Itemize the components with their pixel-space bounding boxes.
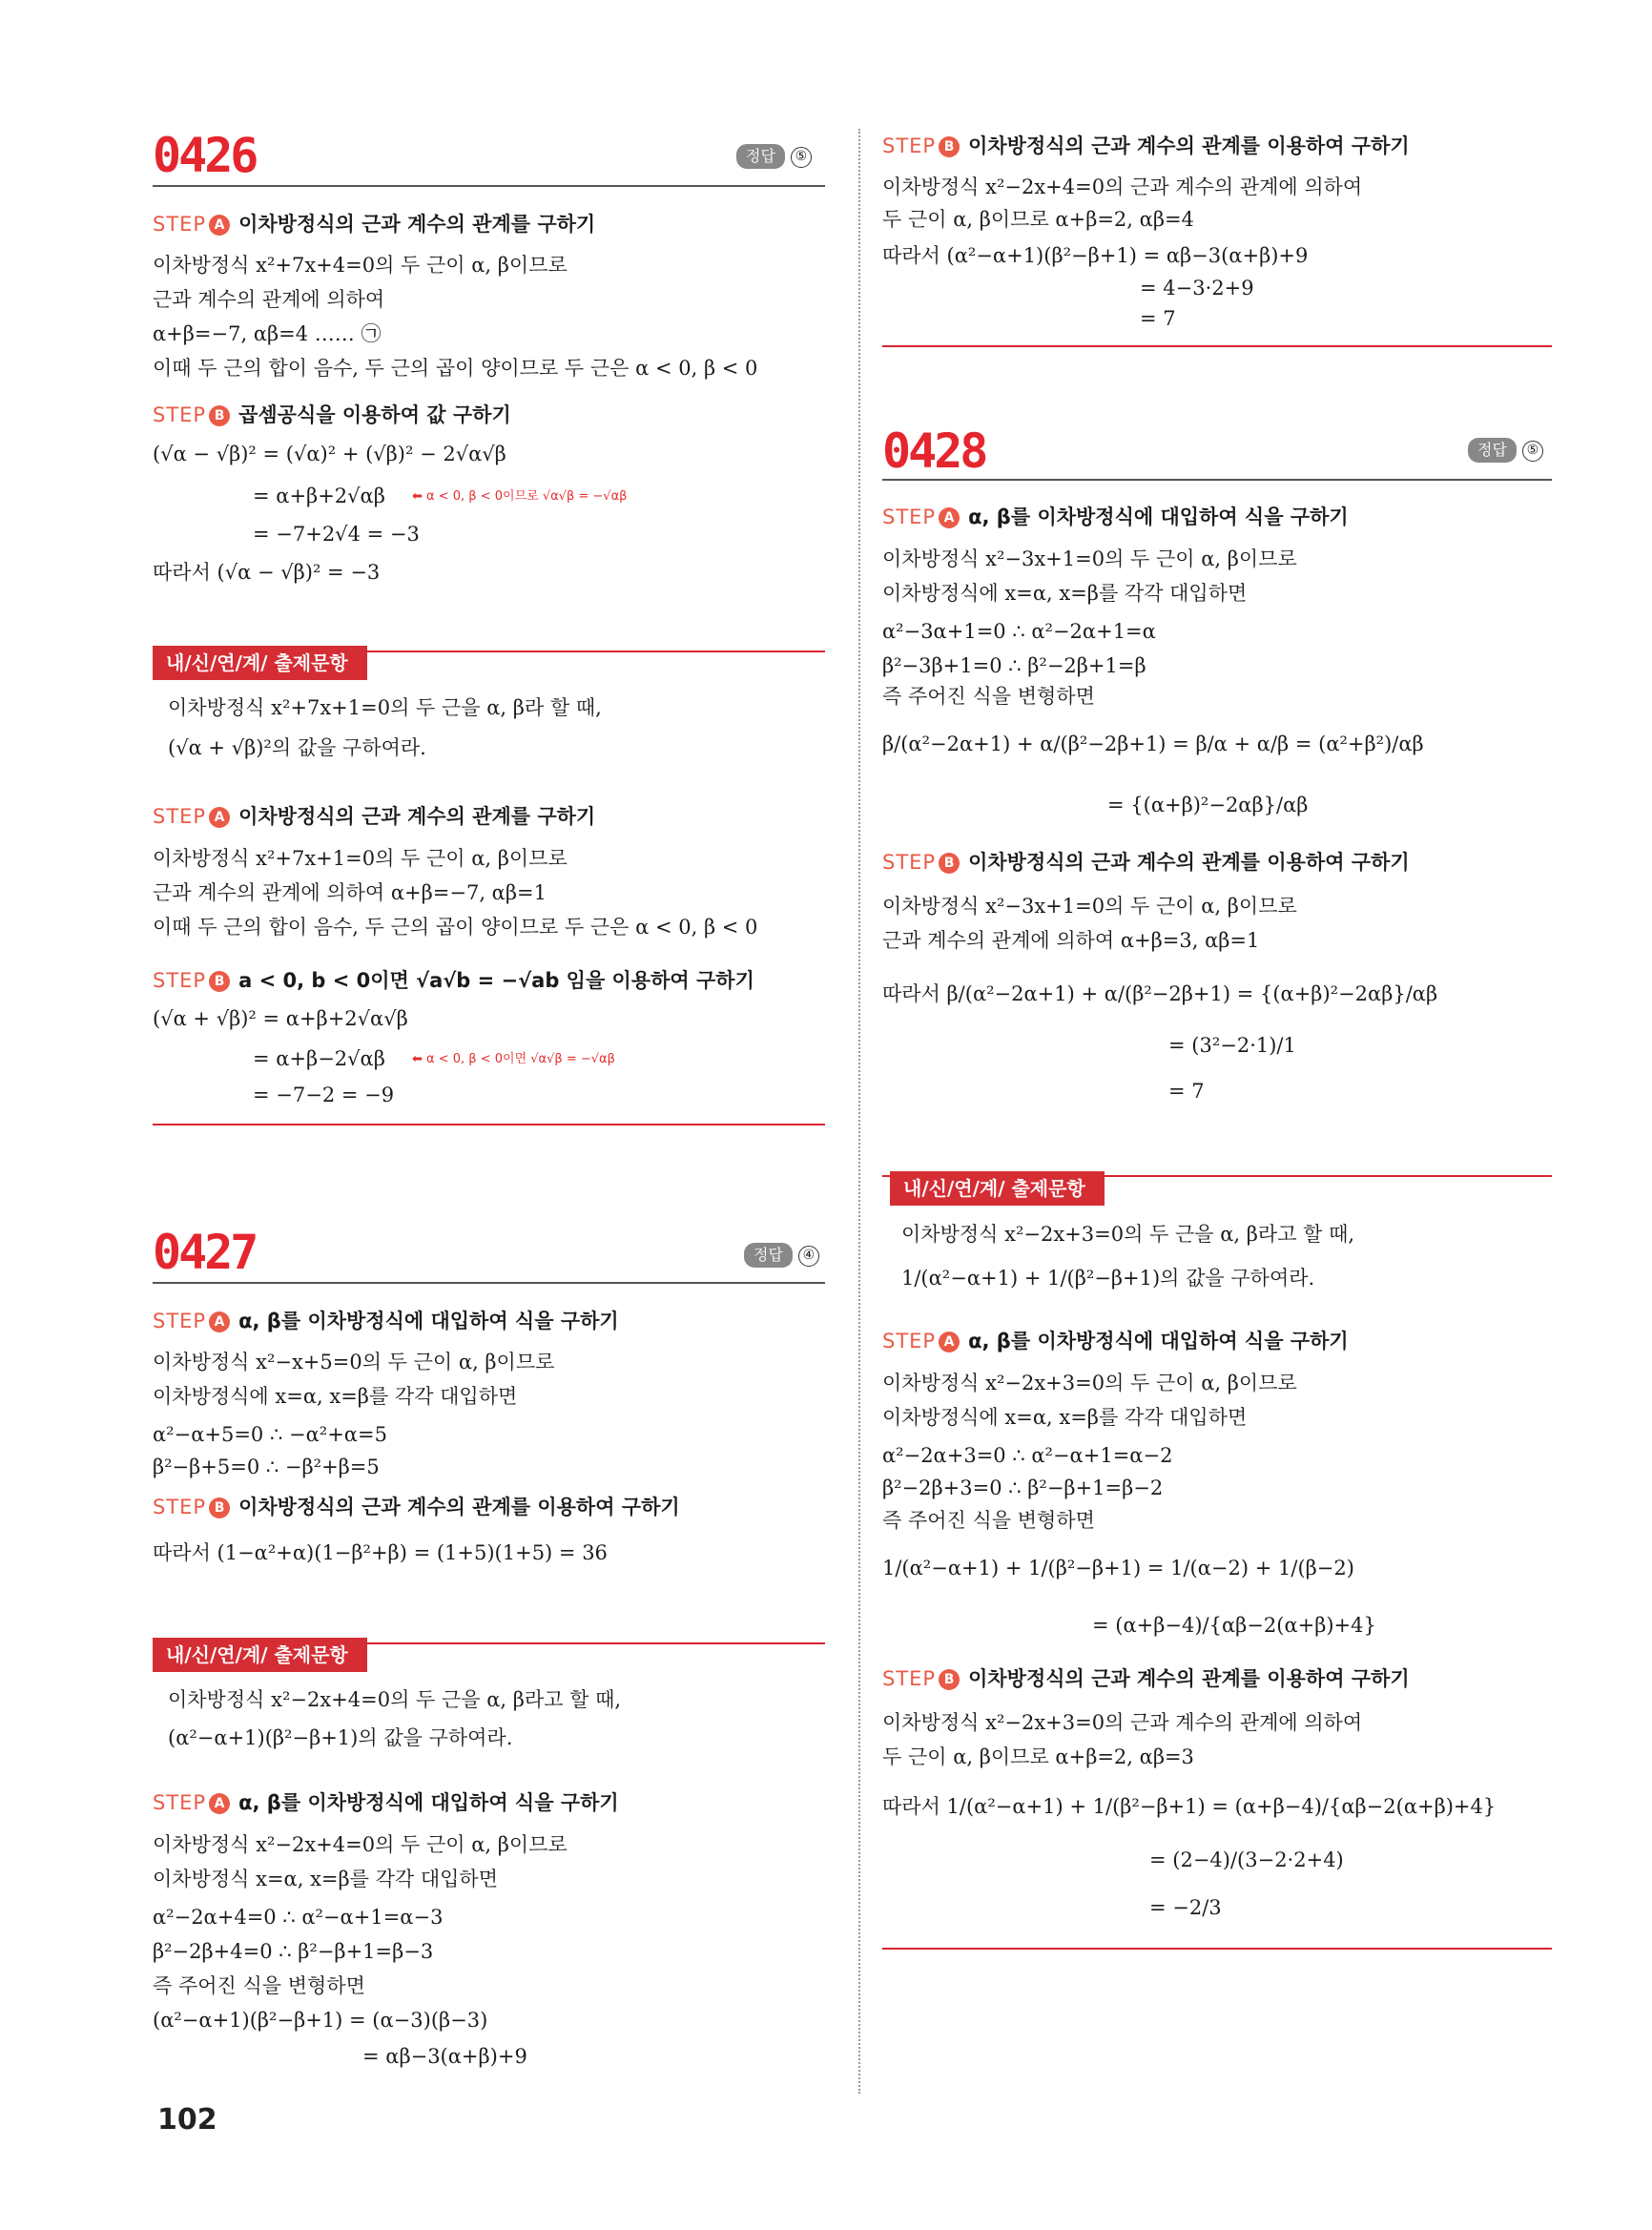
answer-label: 정답 bbox=[1468, 438, 1517, 463]
step-title: 이차방정식의 근과 계수의 관계를 이용하여 구하기 bbox=[968, 851, 1410, 874]
solution-line: 이차방정식 x²−3x+1=0의 두 근이 α, β이므로 bbox=[882, 547, 1297, 570]
step-b-heading bbox=[153, 967, 754, 994]
solution-line: 따라서 (1−α²+α)(1−β²+β) = (1+5)(1+5) = 36 bbox=[153, 1541, 608, 1564]
step-letter-b-icon: B bbox=[939, 853, 960, 874]
step-title: 곱셈공식을 이용하여 값 구하기 bbox=[238, 403, 511, 426]
solution-line: 근과 계수의 관계에 의하여 α+β=−7, αβ=1 bbox=[153, 881, 547, 904]
step-b-heading bbox=[882, 133, 1410, 159]
step-b-heading bbox=[153, 1494, 680, 1520]
step-b-heading bbox=[882, 849, 1410, 876]
solution-line: α+β=−7, αβ=4 …… ㉠ bbox=[153, 322, 382, 345]
step-title: α, β를 이차방정식에 대입하여 식을 구하기 bbox=[968, 1330, 1349, 1352]
section-end-rule bbox=[153, 1124, 825, 1125]
solution-line: 이때 두 근의 합이 음수, 두 근의 곱이 양이므로 두 근은 α < 0, β < 0 bbox=[153, 357, 758, 380]
question-line: (α²−α+1)(β²−β+1)의 값을 구하여라. bbox=[168, 1726, 513, 1749]
step-letter-a-icon: A bbox=[939, 1332, 960, 1352]
step-letter-b-icon: B bbox=[209, 971, 230, 992]
solution-line: = −7+2√4 = −3 bbox=[253, 523, 420, 546]
answer-badge-0426 bbox=[736, 143, 812, 169]
solution-line: β/(α²−2α+1) + α/(β²−2β+1) = β/α + α/β = (α²+β²)/αβ bbox=[882, 733, 1424, 755]
step-tag: STEP bbox=[153, 1496, 207, 1518]
solution-line: 따라서 1/(α²−α+1) + 1/(β²−β+1) = (α+β−4)/{αβ−2(α+β)+4} bbox=[882, 1795, 1497, 1818]
question-line: (√α + √β)²의 값을 구하여라. bbox=[168, 736, 426, 759]
step-letter-a-icon: A bbox=[209, 807, 230, 828]
hint-note: ⬅ α < 0, β < 0이면 √α√β = −√αβ bbox=[412, 1052, 615, 1066]
problem-rule bbox=[153, 1282, 825, 1284]
solution-line: β²−2β+4=0 ∴ β²−β+1=β−3 bbox=[153, 1940, 434, 1963]
step-b-heading bbox=[153, 402, 511, 428]
step-title: 이차방정식의 근과 계수의 관계를 이용하여 구하기 bbox=[968, 1667, 1410, 1690]
solution-line: 두 근이 α, β이므로 α+β=2, αβ=3 bbox=[882, 1745, 1194, 1768]
solution-line: 이때 두 근의 합이 음수, 두 근의 곱이 양이므로 두 근은 α < 0, β < 0 bbox=[153, 916, 758, 939]
solution-line: 즉 주어진 식을 변형하면 bbox=[882, 1509, 1095, 1532]
solution-line: 따라서 β/(α²−2α+1) + α/(β²−2β+1) = {(α+β)²−2αβ}/αβ bbox=[882, 982, 1438, 1005]
answer-badge-0427 bbox=[744, 1242, 819, 1268]
step-title: 이차방정식의 근과 계수의 관계를 이용하여 구하기 bbox=[238, 1496, 680, 1518]
step-letter-b-icon: B bbox=[209, 405, 230, 426]
problem-number-0427: 0427 bbox=[153, 1225, 257, 1280]
question-line: 1/(α²−α+1) + 1/(β²−β+1)의 값을 구하여라. bbox=[901, 1267, 1315, 1290]
step-tag: STEP bbox=[153, 403, 207, 426]
step-a-heading bbox=[153, 211, 595, 237]
solution-line: = −7−2 = −9 bbox=[253, 1084, 395, 1106]
step-tag: STEP bbox=[153, 1310, 207, 1332]
solution-line: 1/(α²−α+1) + 1/(β²−β+1) = 1/(α−2) + 1/(β−2) bbox=[882, 1557, 1354, 1580]
solution-line: 즉 주어진 식을 변형하면 bbox=[882, 685, 1095, 708]
answer-value: ⑤ bbox=[791, 147, 812, 168]
problem-number-0428: 0428 bbox=[882, 423, 986, 479]
step-title: α, β를 이차방정식에 대입하여 식을 구하기 bbox=[238, 1791, 619, 1814]
solution-line: 이차방정식 x²−x+5=0의 두 근이 α, β이므로 bbox=[153, 1351, 555, 1373]
question-line: 이차방정식 x²−2x+3=0의 두 근을 α, β라고 할 때, bbox=[901, 1223, 1355, 1246]
step-letter-b-icon: B bbox=[209, 1497, 230, 1518]
step-title: 이차방정식의 근과 계수의 관계를 구하기 bbox=[238, 213, 596, 236]
step-tag: STEP bbox=[882, 506, 937, 528]
solution-line: = αβ−3(α+β)+9 bbox=[362, 2045, 527, 2068]
step-a-heading bbox=[153, 1308, 619, 1334]
solution-line: α²−α+5=0 ∴ −α²+α=5 bbox=[153, 1423, 387, 1446]
answer-label: 정답 bbox=[736, 144, 785, 169]
step-tag: STEP bbox=[153, 1791, 207, 1814]
solution-line: α²−2α+4=0 ∴ α²−α+1=α−3 bbox=[153, 1906, 444, 1929]
solution-line: 즉 주어진 식을 변형하면 bbox=[153, 1974, 365, 1997]
step-tag: STEP bbox=[153, 969, 207, 992]
step-title: a < 0, b < 0이면 √a√b = −√ab 임을 이용하여 구하기 bbox=[238, 969, 754, 992]
hint-note: ⬅ α < 0, β < 0이므로 √α√β = −√αβ bbox=[412, 489, 628, 504]
answer-value: ④ bbox=[798, 1246, 819, 1267]
similar-problem-banner: 내/신/연/계/ 출제문항 bbox=[153, 1638, 367, 1672]
similar-problem-banner: 내/신/연/계/ 출제문항 bbox=[890, 1171, 1105, 1206]
solution-line: (√α − √β)² = (√α)² + (√β)² − 2√α√β bbox=[153, 443, 506, 465]
solution-line: 이차방정식 x²−2x+4=0의 근과 계수의 관계에 의하여 bbox=[882, 176, 1363, 198]
solution-line: 이차방정식 x²−2x+3=0의 근과 계수의 관계에 의하여 bbox=[882, 1711, 1363, 1734]
solution-line: = 7 bbox=[1140, 307, 1176, 330]
step-a-heading bbox=[882, 1328, 1349, 1354]
step-title: α, β를 이차방정식에 대입하여 식을 구하기 bbox=[238, 1310, 619, 1332]
step-title: α, β를 이차방정식에 대입하여 식을 구하기 bbox=[968, 506, 1349, 528]
solution-line: β²−β+5=0 ∴ −β²+β=5 bbox=[153, 1456, 380, 1478]
step-tag: STEP bbox=[882, 851, 937, 874]
solution-line: 이차방정식 x²−3x+1=0의 두 근이 α, β이므로 bbox=[882, 895, 1297, 918]
solution-line: β²−3β+1=0 ∴ β²−2β+1=β bbox=[882, 654, 1146, 677]
solution-line: α²−3α+1=0 ∴ α²−2α+1=α bbox=[882, 620, 1156, 643]
solution-line: = α+β+2√αβ bbox=[253, 485, 385, 507]
solution-line: = (α+β−4)/{αβ−2(α+β)+4} bbox=[1092, 1614, 1376, 1637]
solution-line: 이차방정식에 x=α, x=β를 각각 대입하면 bbox=[882, 582, 1248, 605]
step-title: 이차방정식의 근과 계수의 관계를 구하기 bbox=[238, 805, 596, 828]
solution-line: (√α + √β)² = α+β+2√α√β bbox=[153, 1007, 408, 1030]
step-b-heading bbox=[882, 1665, 1410, 1692]
problem-number-0426: 0426 bbox=[153, 128, 257, 183]
solution-line: 이차방정식 x²+7x+4=0의 두 근이 α, β이므로 bbox=[153, 254, 568, 277]
solution-line: 따라서 (√α − √β)² = −3 bbox=[153, 561, 381, 584]
solution-line: 이차방정식 x²+7x+1=0의 두 근이 α, β이므로 bbox=[153, 847, 568, 870]
step-tag: STEP bbox=[882, 1667, 937, 1690]
solution-line: 두 근이 α, β이므로 α+β=2, αβ=4 bbox=[882, 208, 1194, 231]
solution-line: 이차방정식 x=α, x=β를 각각 대입하면 bbox=[153, 1868, 499, 1890]
answer-badge-0428 bbox=[1468, 437, 1543, 463]
solution-line: (α²−α+1)(β²−β+1) = (α−3)(β−3) bbox=[153, 2009, 488, 2032]
solution-line: 이차방정식에 x=α, x=β를 각각 대입하면 bbox=[882, 1406, 1248, 1429]
step-letter-a-icon: A bbox=[939, 507, 960, 528]
solution-line: = {(α+β)²−2αβ}/αβ bbox=[1107, 794, 1309, 816]
step-tag: STEP bbox=[882, 134, 937, 157]
step-a-heading bbox=[153, 1789, 619, 1816]
step-letter-b-icon: B bbox=[939, 1669, 960, 1690]
section-end-rule bbox=[882, 1948, 1552, 1950]
solution-line: 근과 계수의 관계에 의하여 bbox=[153, 288, 385, 311]
solution-line: β²−2β+3=0 ∴ β²−β+1=β−2 bbox=[882, 1476, 1164, 1499]
solution-line: = −2/3 bbox=[1149, 1896, 1222, 1919]
answer-label: 정답 bbox=[744, 1243, 793, 1268]
step-a-heading bbox=[882, 504, 1349, 530]
solution-line: = (3²−2·1)/1 bbox=[1168, 1034, 1296, 1057]
solution-line: 이차방정식 x²−2x+4=0의 두 근이 α, β이므로 bbox=[153, 1833, 568, 1856]
solution-line: 이차방정식 x²−2x+3=0의 두 근이 α, β이므로 bbox=[882, 1372, 1297, 1394]
solution-line: = α+β−2√αβ bbox=[253, 1047, 385, 1070]
solution-line: = 4−3·2+9 bbox=[1140, 277, 1254, 299]
column-divider bbox=[858, 129, 860, 2094]
step-tag: STEP bbox=[153, 213, 207, 236]
step-a-heading bbox=[153, 803, 595, 830]
step-letter-b-icon: B bbox=[939, 136, 960, 157]
solution-line: 근과 계수의 관계에 의하여 α+β=3, αβ=1 bbox=[882, 929, 1260, 952]
solution-line: α²−2α+3=0 ∴ α²−α+1=α−2 bbox=[882, 1444, 1173, 1467]
step-letter-a-icon: A bbox=[209, 215, 230, 236]
solution-line: = (2−4)/(3−2·2+4) bbox=[1149, 1848, 1344, 1871]
section-end-rule bbox=[882, 345, 1552, 347]
solution-line: = 7 bbox=[1168, 1080, 1205, 1103]
question-line: 이차방정식 x²+7x+1=0의 두 근을 α, β라 할 때, bbox=[168, 696, 602, 719]
answer-value: ⑤ bbox=[1522, 441, 1543, 462]
step-title: 이차방정식의 근과 계수의 관계를 이용하여 구하기 bbox=[968, 134, 1410, 157]
question-line: 이차방정식 x²−2x+4=0의 두 근을 α, β라고 할 때, bbox=[168, 1688, 622, 1711]
solution-line: 이차방정식에 x=α, x=β를 각각 대입하면 bbox=[153, 1385, 518, 1408]
problem-rule bbox=[882, 479, 1552, 481]
step-letter-a-icon: A bbox=[209, 1793, 230, 1814]
step-tag: STEP bbox=[882, 1330, 937, 1352]
step-tag: STEP bbox=[153, 805, 207, 828]
similar-problem-banner: 내/신/연/계/ 출제문항 bbox=[153, 646, 367, 680]
step-letter-a-icon: A bbox=[209, 1311, 230, 1332]
page-number: 102 bbox=[157, 2103, 217, 2137]
problem-rule bbox=[153, 185, 825, 187]
solution-line: 따라서 (α²−α+1)(β²−β+1) = αβ−3(α+β)+9 bbox=[882, 244, 1309, 267]
